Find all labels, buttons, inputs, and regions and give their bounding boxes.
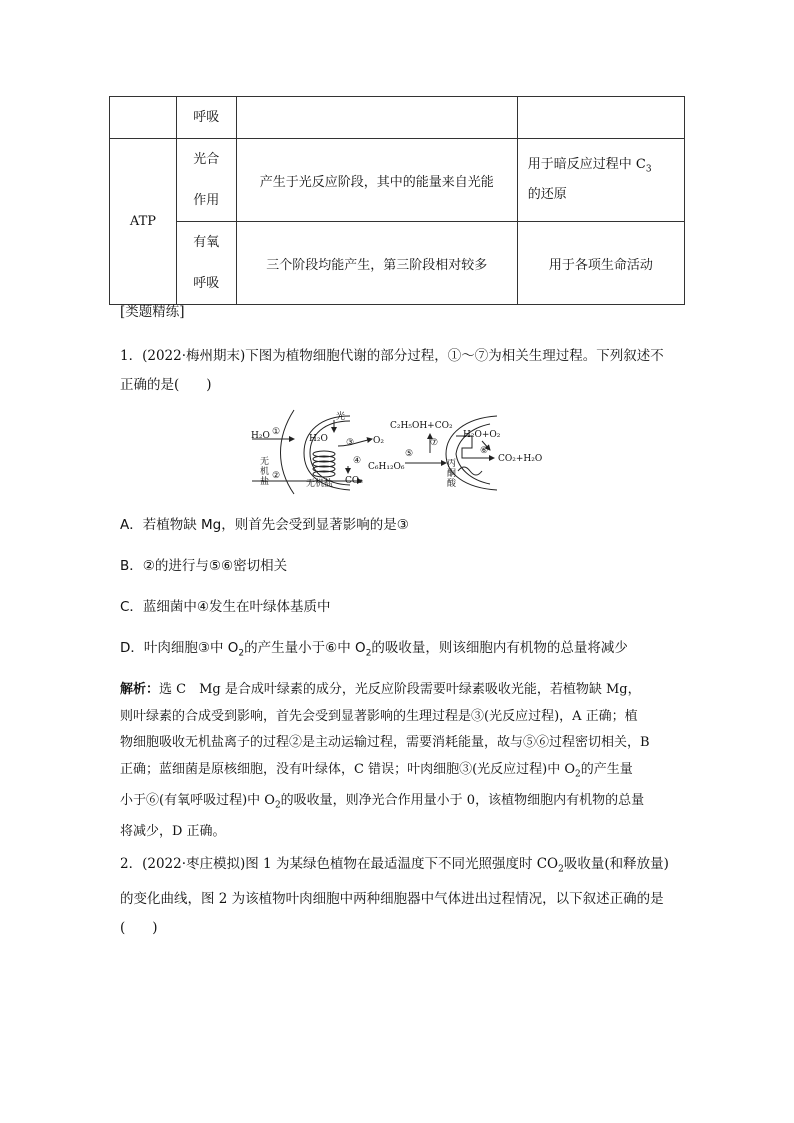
stem-line: 的变化曲线，图 2 为该植物叶肉细胞中两种细胞器中气体进出过程情况，以下叙述正确的是 bbox=[120, 890, 664, 907]
stem-line: ( ) bbox=[120, 919, 158, 936]
thylakoid-stack bbox=[313, 451, 335, 477]
analysis-line: 则叶绿素的合成受到影响，首先会受到显著影响的生理过程是③(光反应过程)，A 正确；植 bbox=[120, 708, 638, 724]
label-line: 呼吸 bbox=[193, 276, 220, 291]
use-text: 的还原 bbox=[527, 187, 567, 203]
diagram-label: 酮 bbox=[447, 469, 457, 479]
analysis-line bbox=[120, 788, 685, 819]
subscript: 2 bbox=[238, 648, 245, 659]
analysis-label: 解析： bbox=[120, 682, 160, 697]
diagram-label: C₆H₁₂O₆ bbox=[368, 462, 405, 472]
subscript: 3 bbox=[645, 164, 652, 175]
question-1-stem bbox=[120, 342, 685, 400]
arrow-o2 bbox=[338, 439, 372, 446]
table-row bbox=[110, 97, 685, 139]
row-respiration-label: 呼吸 bbox=[176, 97, 236, 139]
aerobic-source: 三个阶段均能产生，第三阶段相对较多 bbox=[236, 222, 517, 305]
atp-table bbox=[109, 96, 685, 305]
diagram-label: ⑤ bbox=[405, 449, 414, 459]
diagram-label: CO₂+H₂O bbox=[498, 454, 543, 464]
aerobic-use: 用于各项生命活动 bbox=[517, 222, 684, 305]
label-line: 有氧 bbox=[193, 235, 220, 250]
diagram-shapes bbox=[252, 410, 497, 494]
analysis-line bbox=[120, 757, 685, 788]
stem-line bbox=[120, 850, 685, 885]
stem-line: 1．(2022·梅州期末)下图为植物细胞代谢的部分过程，①～⑦为相关生理过程。下列叙述不 bbox=[120, 348, 664, 364]
chloroplast-inner bbox=[310, 421, 350, 485]
label-line: 作用 bbox=[193, 193, 220, 208]
photosynthesis-label bbox=[176, 139, 236, 222]
diagram-label: 丙 bbox=[447, 459, 457, 469]
diagram-label: CO₂ bbox=[345, 476, 363, 486]
diagram-label: ③ bbox=[346, 438, 355, 448]
option-d-text: D．叶肉细胞③中 O bbox=[120, 640, 239, 656]
photosynthesis-use bbox=[517, 139, 684, 222]
table-cell bbox=[517, 97, 684, 139]
option-d bbox=[120, 638, 685, 664]
diagram-labels bbox=[251, 410, 542, 489]
diagram-label: 酸 bbox=[447, 479, 457, 489]
atp-label: ATP bbox=[110, 139, 177, 305]
diagram-label: 无 bbox=[260, 457, 270, 467]
subscript: 2 bbox=[274, 800, 281, 811]
label-line: 光合 bbox=[193, 152, 220, 167]
diagram-label: 光 bbox=[336, 412, 346, 422]
analysis-text: 小于⑥(有氧呼吸过程)中 O bbox=[120, 792, 275, 808]
diagram-label: O₂ bbox=[373, 436, 384, 446]
analysis-text: 的产生量 bbox=[580, 761, 633, 777]
subscript: 2 bbox=[365, 648, 372, 659]
diagram-label: ② bbox=[272, 471, 281, 481]
diagram-label: H₂O bbox=[251, 431, 270, 441]
option-d-text: 的吸收量，则该细胞内有机物的总量将减少 bbox=[371, 640, 628, 656]
diagram-label: 无机盐 bbox=[306, 479, 334, 489]
diagram-label: ④ bbox=[353, 456, 362, 466]
diagram-label: H₂O bbox=[309, 434, 328, 444]
analysis-block bbox=[120, 677, 685, 845]
option-d-text: 的产生量小于⑥中 O bbox=[244, 640, 366, 656]
section-label: [类题精练] bbox=[120, 304, 185, 320]
table-cell bbox=[110, 97, 177, 139]
aerobic-respiration-label bbox=[176, 222, 236, 305]
diagram-label: ① bbox=[272, 427, 281, 437]
diagram-label: 盐 bbox=[260, 477, 270, 487]
analysis-line bbox=[120, 677, 685, 704]
table-cell bbox=[236, 97, 517, 139]
cell-metabolism-diagram bbox=[250, 408, 550, 496]
analysis-line: 将减少，D 正确。 bbox=[120, 823, 226, 839]
table-row bbox=[110, 139, 685, 222]
option-a: A．若植物缺 Mg，则首先会受到显著影响的是③ bbox=[120, 517, 409, 533]
cristae-wave bbox=[458, 467, 482, 475]
diagram-label: ⑥ bbox=[480, 446, 489, 456]
use-text: 用于暗反应过程中 C bbox=[527, 156, 646, 172]
question-2-stem bbox=[120, 850, 685, 943]
diagram-label: ⑦ bbox=[430, 438, 439, 448]
table-row bbox=[110, 222, 685, 305]
analysis-text: 正确；蓝细菌是原核细胞，没有叶绿体，C 错误；叶肉细胞③(光反应过程)中 O bbox=[120, 761, 576, 777]
diagram-label: C₂H₅OH+CO₂ bbox=[390, 421, 453, 431]
diagram-label: H₂O+O₂ bbox=[463, 430, 501, 440]
analysis-line: 物细胞吸收无机盐离子的过程②是主动运输过程，需要消耗能量，故与⑤⑥过程密切相关，B bbox=[120, 735, 650, 750]
stem-line: 正确的是( ) bbox=[120, 377, 212, 393]
analysis-text: 选 C Mg 是合成叶绿素的成分，光反应阶段需要叶绿素吸收光能，若植物缺 Mg， bbox=[159, 682, 641, 697]
option-b: B．②的进行与⑤⑥密切相关 bbox=[120, 558, 288, 574]
analysis-text: 的吸收量，则净光合作用量小于 0，该植物细胞内有机物的总量 bbox=[280, 792, 645, 808]
diagram-label: 机 bbox=[260, 467, 270, 477]
stem-text: 吸收量(和释放量) bbox=[563, 856, 669, 872]
subscript: 2 bbox=[558, 864, 564, 875]
photosynthesis-source: 产生于光反应阶段，其中的能量来自光能 bbox=[236, 139, 517, 222]
subscript: 2 bbox=[575, 769, 581, 780]
stem-text: 2．(2022·枣庄模拟)图 1 为某绿色植物在最适温度下不同光照强度时 CO bbox=[120, 856, 559, 872]
option-c: C．蓝细菌中④发生在叶绿体基质中 bbox=[120, 599, 331, 615]
